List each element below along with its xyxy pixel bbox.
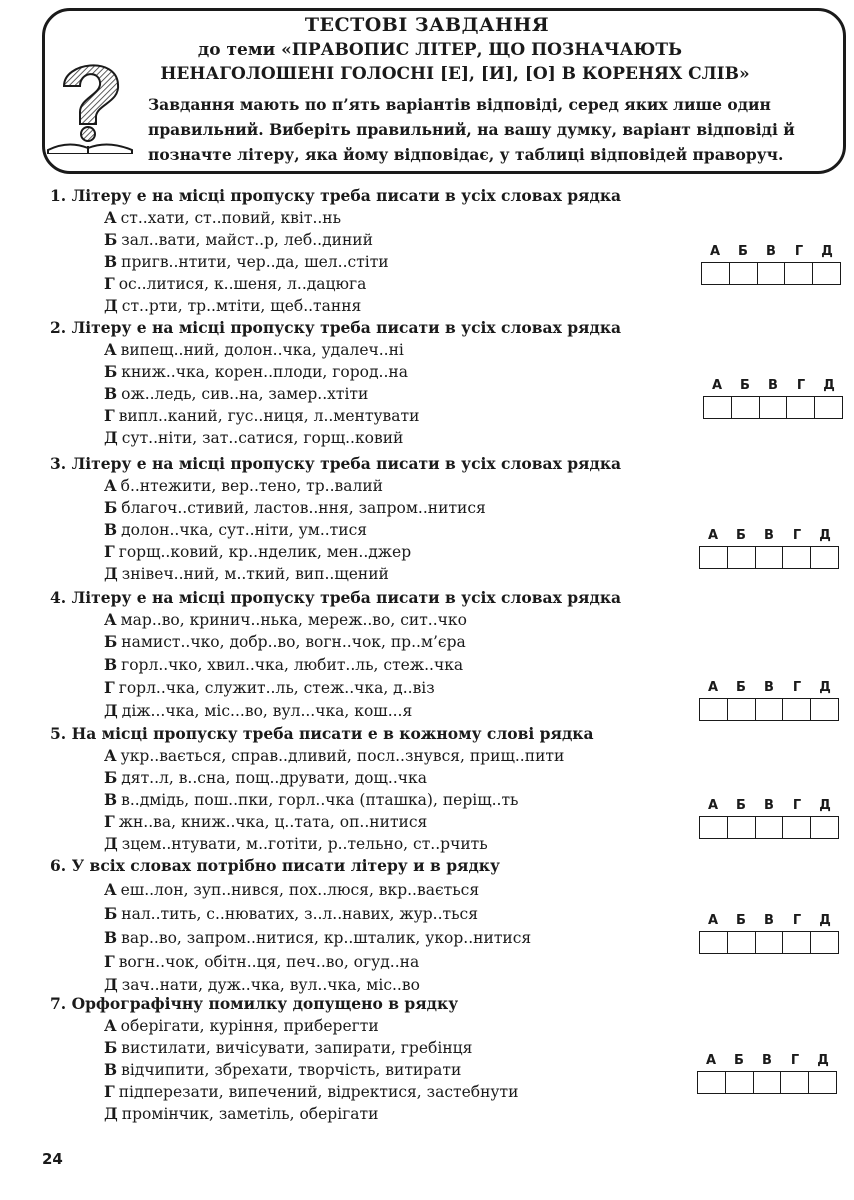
question-4-option-c: В горл..чко, хвил..чка, любит..ль, стеж..чка [104,655,464,674]
answer-cell[interactable] [808,1072,836,1093]
question-4-text: 4. Літеру е на місці пропуску треба писати в усіх словах рядка [50,588,622,607]
question-1-option-d: Г ос..литися, к..шеня, л..дацюга [104,274,367,293]
question-1-option-a: А ст..хати, ст..повий, квіт..нь [104,208,342,227]
question-4-option-e: Д діж...чка, міс...во, вул...чка, кош...я [104,701,413,720]
question-1-option-b: Б зал..вати, майст..р, леб..диний [104,230,373,249]
question-3-option-c: В долон..чка, сут..ніти, ум..тися [104,520,368,539]
answer-cell[interactable] [700,547,727,568]
answer-cell[interactable] [702,263,729,284]
question-6-option-c: В вар..во, запром..нитися, кр..шталик, укор..нитися [104,928,532,947]
question-1-option-e: Д ст..рти, тр..мтіти, щеб..тання [104,296,362,315]
question-6-text: 6. У всіх словах потрібно писати літеру и в рядку [50,856,500,875]
answer-cell[interactable] [727,547,755,568]
header-instructions: Завдання мають по п’ять варіантів відповіді, серед яких лише один правильний. Виберіть правильний, на вашу думку, варіант відповіді й позначте літеру, яка йому відповідає, у таблиці відповідей праворуч. [148,95,795,164]
answer-cell[interactable] [753,1072,781,1093]
header-topic-line-1: до теми «ПРАВОПИС ЛІТЕР, ЩО ПОЗНАЧАЮТЬ [197,40,683,60]
answer-cell[interactable] [727,699,755,720]
answer-cell[interactable] [786,397,814,418]
header-title: ТЕСТОВІ ЗАВДАННЯ [304,14,550,36]
answer-cell[interactable] [729,263,757,284]
answer-cell[interactable] [700,932,727,953]
question-6-option-b: Б нал..тить, с..нюватих, з..л..навих, жур..ться [104,904,478,923]
answer-cell[interactable] [727,817,755,838]
question-5-option-c: В в..дмідь, пош..пки, горл..чка (пташка), періщ..ть [104,790,519,809]
answer-cell[interactable] [757,263,785,284]
answer-cell[interactable] [780,1072,808,1093]
answer-cell[interactable] [700,699,727,720]
question-7-option-b: Б вистилати, вичісувати, запирати, гребінця [104,1038,473,1057]
answer-grid-3: А Б В Г Д [699,528,839,569]
answer-cell[interactable] [704,397,731,418]
question-1-text: 1. Літеру е на місці пропуску треба писати в усіх словах рядка [50,186,622,205]
question-3-option-b: Б благоч..стивий, ластов..ння, запром..нитися [104,498,486,517]
question-3-option-d: Г горщ..ковий, кр..нделик, мен..джер [104,542,412,561]
question-6-option-e: Д зач..нати, дуж..чка, вул..чка, міс..во [104,975,420,994]
question-4-option-d: Г горл..чка, служит..ль, стеж..чка, д..віз [104,678,435,697]
question-3-option-a: А б..нтежити, вер..тено, тр..валий [104,476,384,495]
question-5-text: 5. На місці пропуску треба писати е в кожному слові рядка [50,724,594,743]
answer-cell[interactable] [784,263,812,284]
answer-cell[interactable] [698,1072,725,1093]
header-topic-line-2: НЕНАГОЛОШЕНІ ГОЛОСНІ [Е], [И], [О] В КОРЕНЯХ СЛІВ» [160,64,750,84]
question-3-option-e: Д знівеч..ний, м..ткий, вип..щений [104,564,389,583]
answer-grid-1: А Б В Г Д [701,244,841,285]
answer-cell[interactable] [782,547,810,568]
answer-cell[interactable] [700,817,727,838]
question-2-option-d: Г випл..каний, гус..ниця, л..ментувати [104,406,420,425]
answer-cell[interactable] [782,817,810,838]
question-4-option-a: А мар..во, кринич..нька, мереж..во, сит..чко [104,610,467,629]
answer-cell[interactable] [755,547,783,568]
answer-cell[interactable] [755,932,783,953]
question-2-option-c: В ож..ледь, сив..на, замер..хтіти [104,384,369,403]
question-7-text: 7. Орфографічну помилку допущено в рядку [50,994,459,1013]
question-7-option-a: А оберігати, куріння, приберегти [104,1016,379,1035]
page-number: 24 [42,1150,63,1168]
question-6-option-a: А еш..лон, зуп..нився, пох..люся, вкр..вається [104,880,480,899]
question-5-option-e: Д зцем..нтувати, м..готіти, р..тельно, ст..рчить [104,834,488,853]
question-5-option-b: Б дят..л, в..сна, пощ..друвати, дощ..чка [104,768,427,787]
answer-cell[interactable] [755,817,783,838]
question-6-option-d: Г вогн..чок, обітн..ця, печ..во, огуд..на [104,952,420,971]
answer-cell[interactable] [782,932,810,953]
question-7-option-c: В відчипити, збрехати, творчість, витирати [104,1060,462,1079]
question-2-option-e: Д сут..ніти, зат..сатися, горщ..ковий [104,428,404,447]
answer-cell[interactable] [759,397,787,418]
question-7-option-d: Г підперезати, випечений, відректися, застебнути [104,1082,519,1101]
question-2-option-b: Б книж..чка, корен..плоди, город..на [104,362,408,381]
answer-grid-6: А Б В Г Д [699,913,839,954]
answer-cell[interactable] [782,699,810,720]
question-7-option-e: Д промінчик, заметіль, оберігати [104,1104,379,1123]
answer-cell[interactable] [731,397,759,418]
answer-cell[interactable] [810,932,838,953]
answer-cell[interactable] [810,699,838,720]
answer-cell[interactable] [812,263,840,284]
answer-cell[interactable] [810,547,838,568]
question-3-text: 3. Літеру е на місці пропуску треба писати в усіх словах рядка [50,454,622,473]
question-5-option-d: Г жн..ва, книж..чка, ц..тата, оп..нитися [104,812,428,831]
question-4-option-b: Б намист..чко, добр..во, вогн..чок, пр..м’єра [104,632,466,651]
answer-cell[interactable] [814,397,842,418]
question-1-option-c: В пригв..нтити, чер..да, шел..стіти [104,252,389,271]
answer-grid-2: А Б В Г Д [703,378,843,419]
answer-cell[interactable] [810,817,838,838]
question-2-text: 2. Літеру е на місці пропуску треба писати в усіх словах рядка [50,318,622,337]
answer-grid-4: А Б В Г Д [699,680,839,721]
question-5-option-a: А укр..вається, справ..дливий, посл..знувся, прищ..пити [104,746,565,765]
question-mark-book-icon [42,50,138,154]
answer-cell[interactable] [727,932,755,953]
answer-cell[interactable] [725,1072,753,1093]
answer-cell[interactable] [755,699,783,720]
question-2-option-a: А випещ..ний, долон..чка, удалеч..ні [104,340,404,359]
answer-grid-7: А Б В Г Д [697,1053,837,1094]
answer-grid-5: А Б В Г Д [699,798,839,839]
